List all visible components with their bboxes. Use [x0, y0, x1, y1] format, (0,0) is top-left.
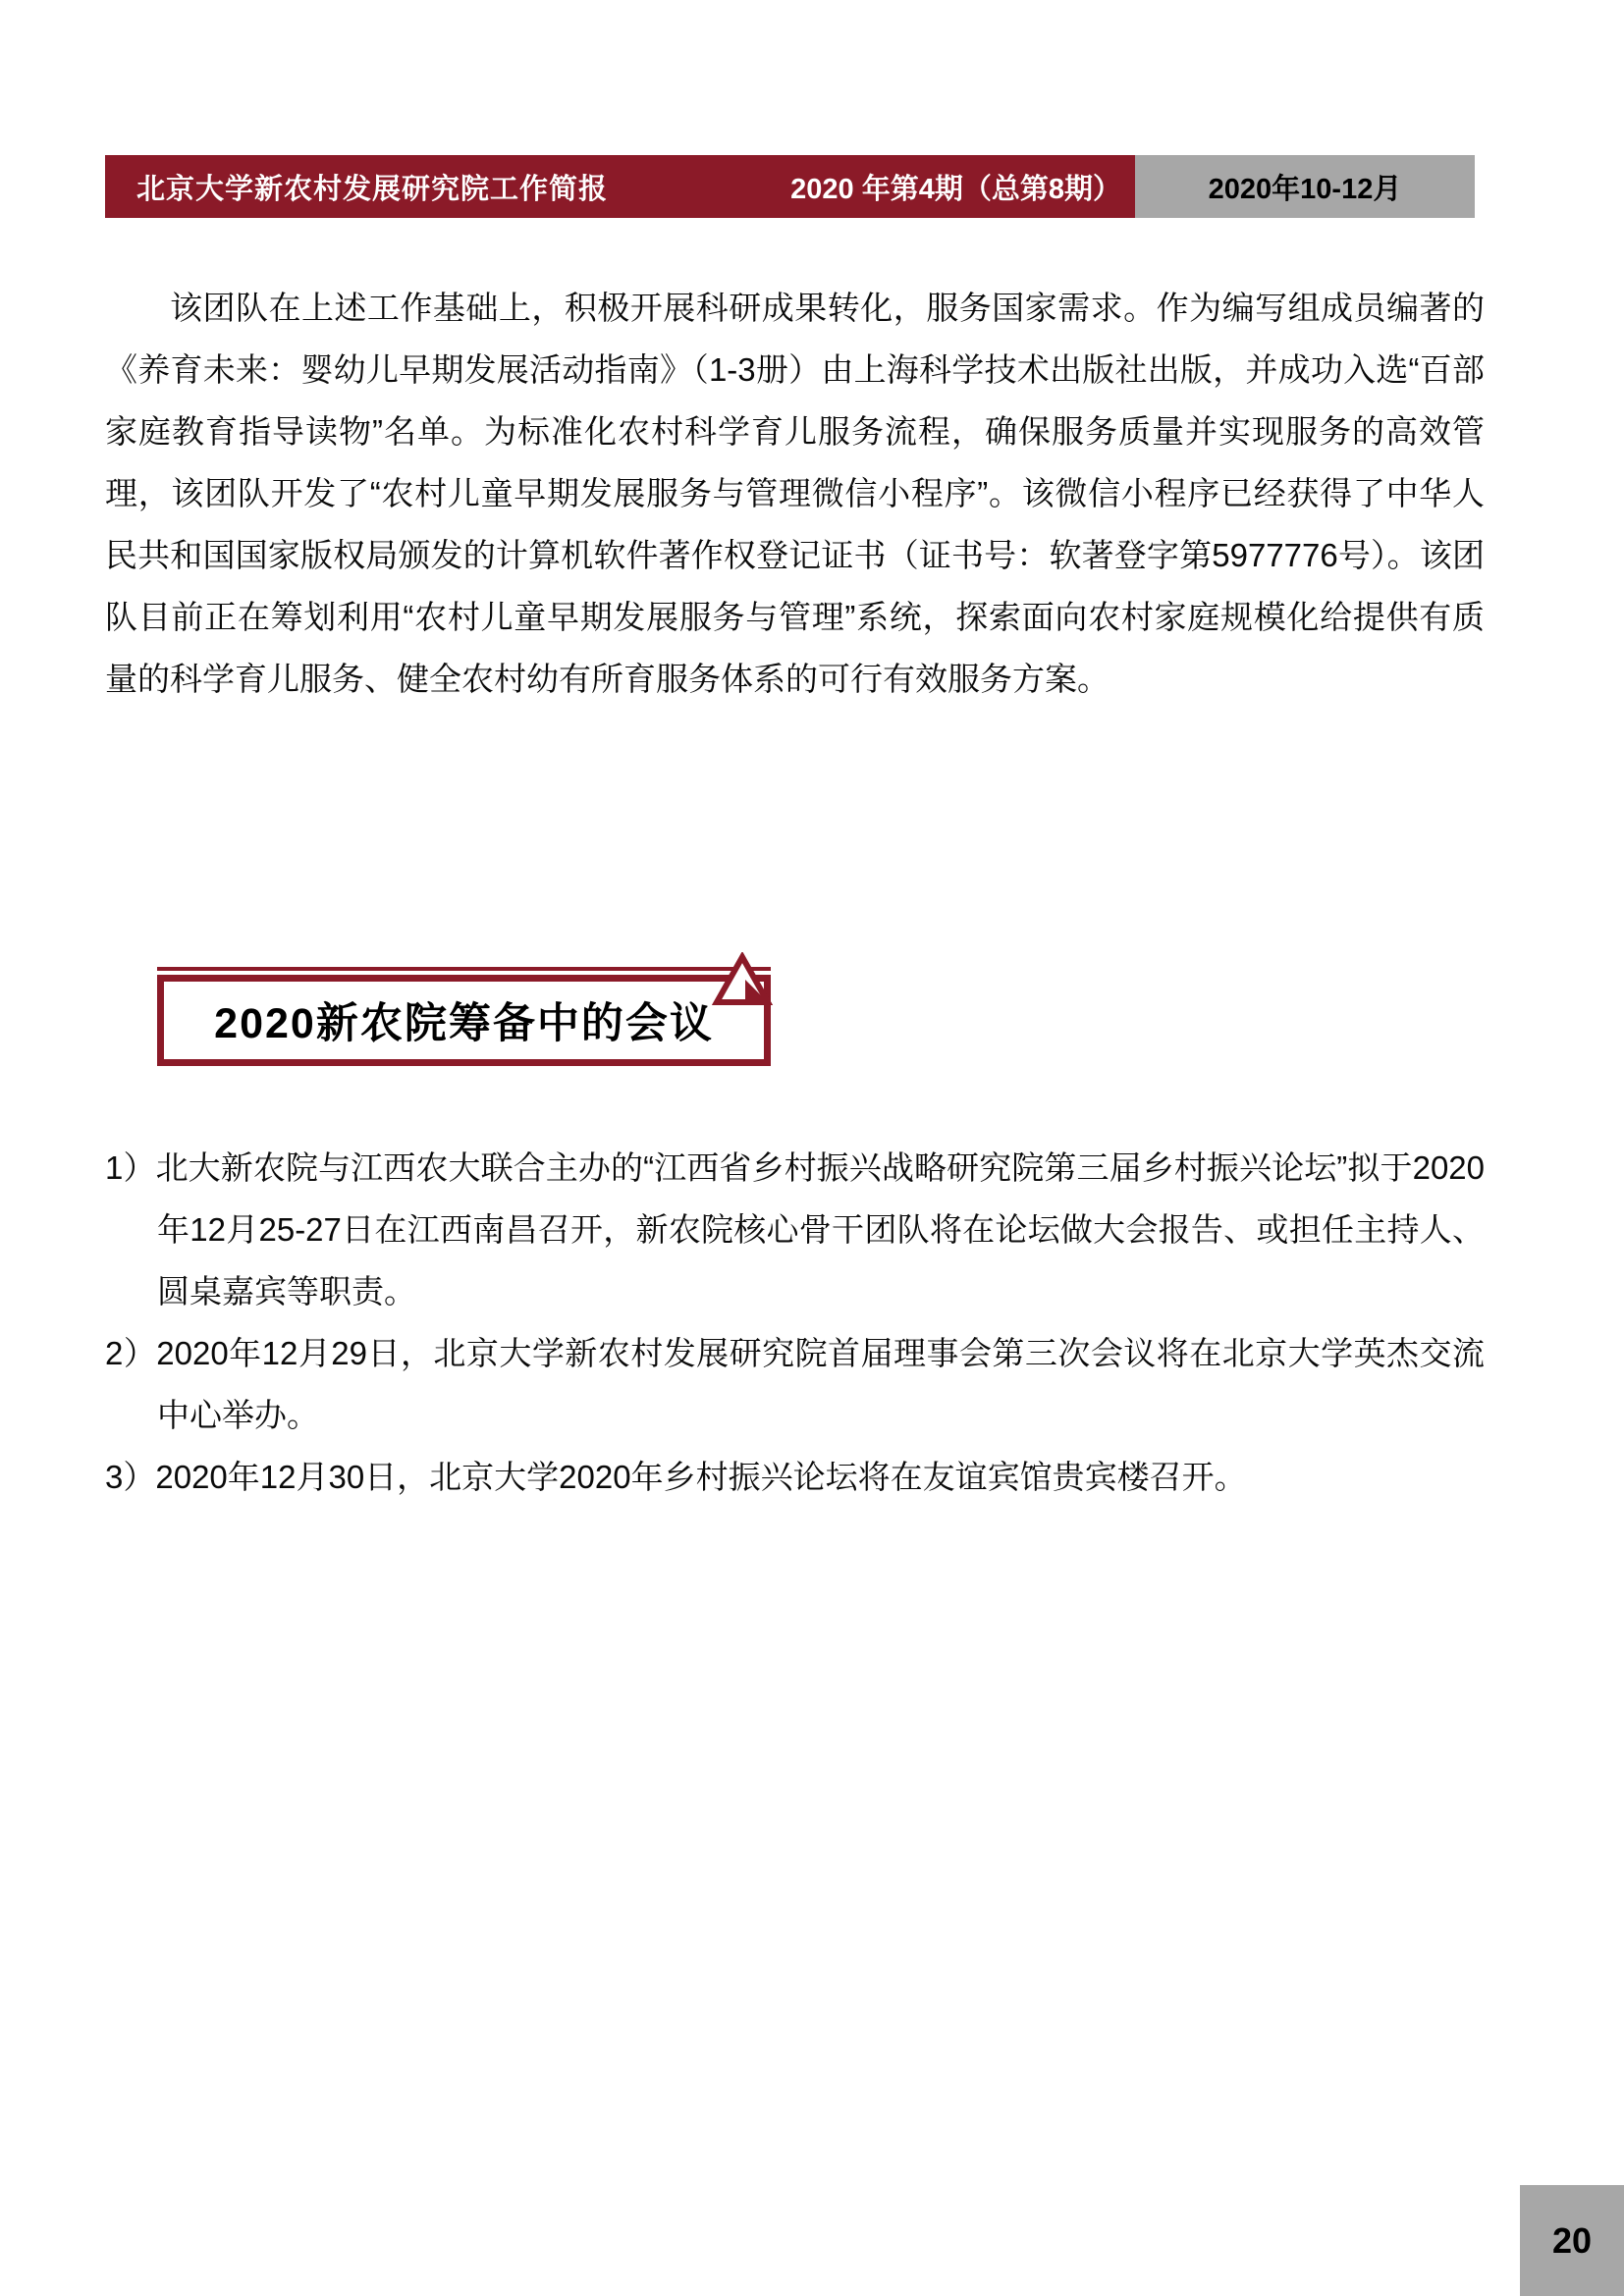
meeting-item-text: 2020年12月30日，北京大学2020年乡村振兴论坛将在友谊宾馆贵宾楼召开。	[155, 1459, 1247, 1495]
meeting-item	[105, 1137, 1485, 1322]
page-header-bar	[105, 155, 1475, 218]
page-number-box	[1520, 2185, 1624, 2296]
meeting-item	[105, 1446, 1485, 1508]
meetings-list	[105, 1137, 1485, 1508]
header-gray-band	[1135, 155, 1475, 218]
page-number: 20	[1551, 2219, 1593, 2261]
issue-number: 2020 年第4期（总第8期）	[790, 173, 1121, 205]
fold-corner-icon	[712, 952, 773, 1009]
header-red-band	[105, 155, 1135, 218]
meeting-item-number: 2）	[105, 1335, 157, 1371]
meeting-item-text: 2020年12月29日，北京大学新农村发展研究院首届理事会第三次会议将在北京大学英杰交流中心举办。	[156, 1335, 1485, 1433]
meeting-item-text: 北大新农院与江西农大联合主办的“江西省乡村振兴战略研究院第三届乡村振兴论坛”拟于2020年12月25-27日在江西南昌召开，新农院核心骨干团队将在论坛做大会报告、或担任主持人、圆桌嘉宾等职责。	[155, 1149, 1486, 1309]
section-heading: 2020新农院筹备中的会议	[214, 1000, 714, 1047]
issue-period: 2020年10-12月	[1208, 173, 1402, 205]
body-paragraph: 该团队在上述工作基础上，积极开展科研成果转化，服务国家需求。作为编写组成员编著的《养育未来：婴幼儿早期发展活动指南》（1-3册）由上海科学技术出版社出版，并成功入选“百部家庭教育指导读物”名单。为标准化农村科学育儿服务流程，确保服务质量并实现服务的高效管理，该团队开发了“农村儿童早期发展服务与管理微信小程序”。该微信小程序已经获得了中华人民共和国国家版权局颁发的计算机软件著作权登记证书（证书号：软著登字第5977776号）。该团队目前正在筹划利用“农村儿童早期发展服务与管理”系统，探索面向农村家庭规模化给提供有质量的科学育儿服务、健全农村幼有所育服务体系的可行有效服务方案。	[105, 290, 1485, 697]
meeting-item	[105, 1322, 1485, 1446]
meeting-item-number: 3）	[105, 1459, 156, 1495]
bulletin-title: 北京大学新农村发展研究院工作简报	[136, 173, 609, 205]
meeting-item-number: 1）	[105, 1149, 156, 1186]
section-heading-box	[157, 975, 771, 1066]
